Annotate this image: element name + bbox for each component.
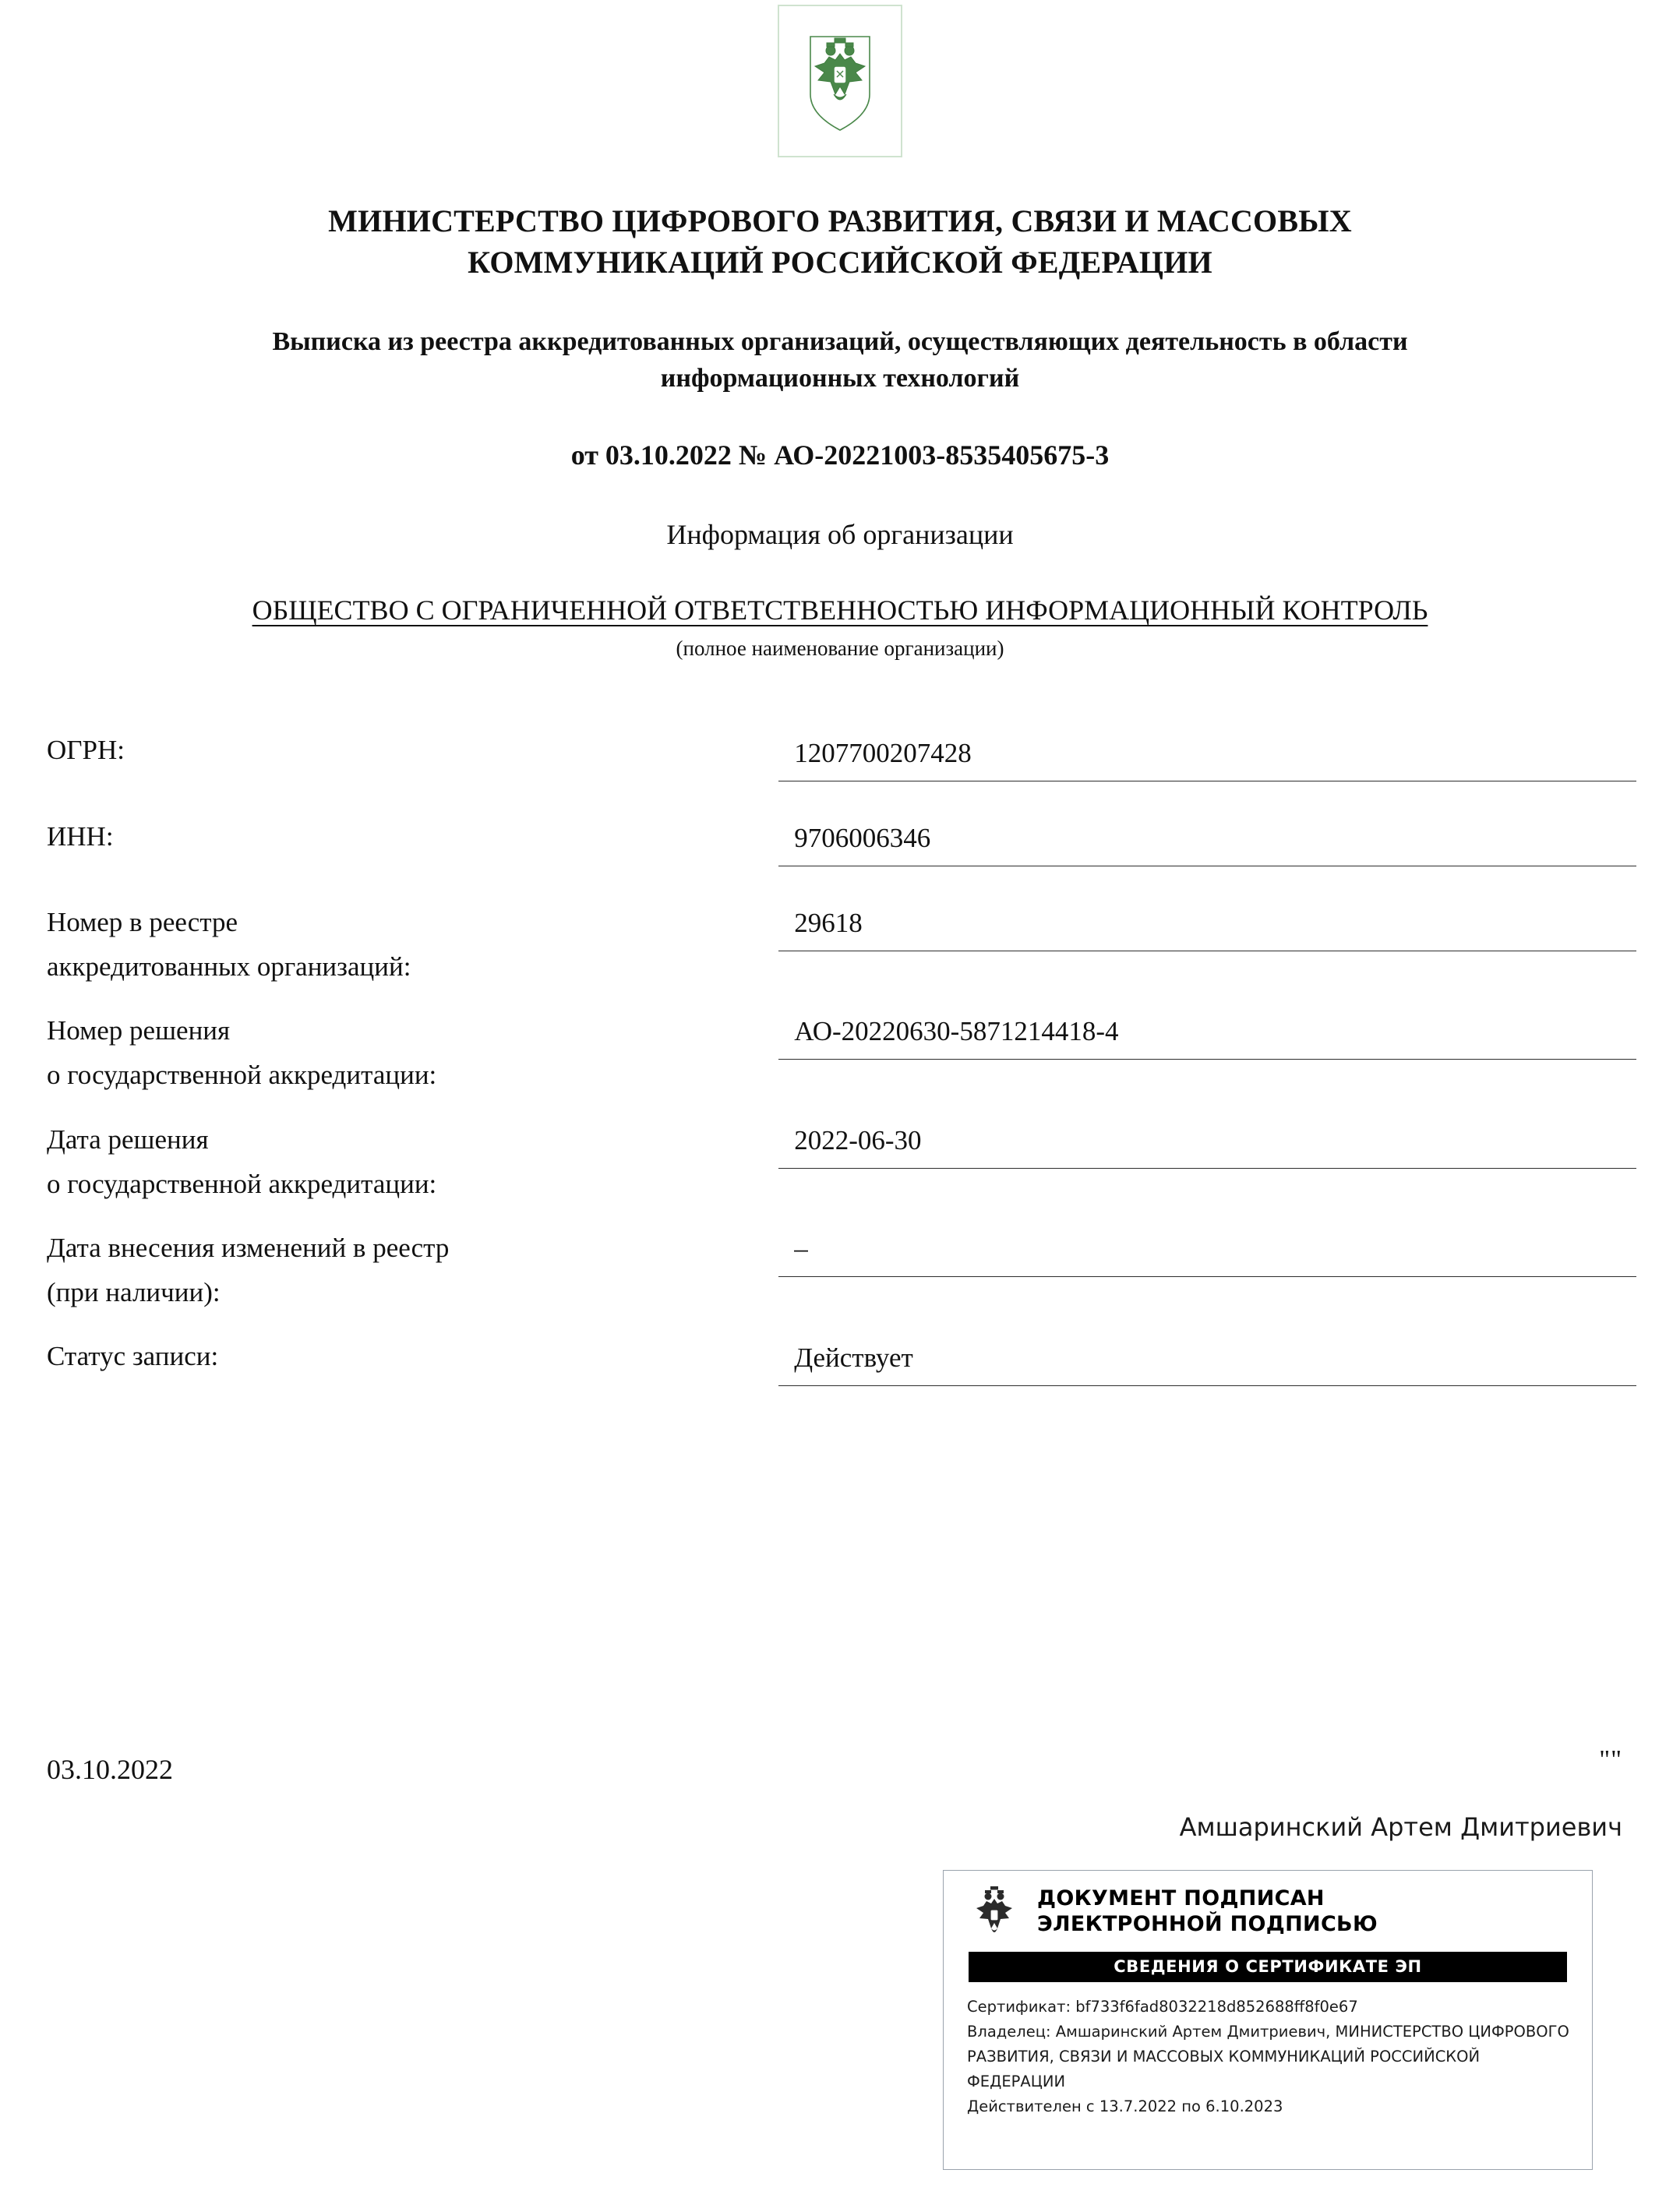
field-value-status: Действует [778, 1335, 1636, 1386]
field-label-change-date-line1: Дата внесения изменений в реестр [47, 1233, 450, 1264]
field-label-decision-number-line1: Номер решения [47, 1015, 231, 1046]
field-value-decision-number: АО-20220630-5871214418-4 [778, 1009, 1636, 1060]
field-label-registry-number-line2: аккредитованных организаций: [47, 951, 411, 982]
field-value-change-date: – [778, 1226, 1636, 1277]
footer-date: 03.10.2022 [47, 1754, 173, 1785]
organization-block [92, 591, 1588, 661]
document-footer [47, 1745, 1633, 2174]
field-row-ogrn [47, 729, 1636, 781]
field-label-inn: ИНН: [47, 821, 114, 852]
field-row-decision-number [47, 1009, 1636, 1097]
field-label-decision-date-line2: о государственной аккредитации: [47, 1168, 437, 1199]
stamp-title-line1: ДОКУМЕНТ ПОДПИСАН [1037, 1886, 1325, 1911]
document-subtitle: Выписка из реестра аккредитованных организаций, осуществляющих деятельность в области информационных технологий [272, 326, 1408, 393]
field-row-decision-date [47, 1118, 1636, 1206]
field-label-registry-number-line1: Номер в реестре [47, 907, 238, 938]
emblem-container [47, 0, 1633, 157]
field-label-change-date-line2: (при наличии): [47, 1276, 221, 1307]
footer-signer-name: Амшаринский Артем Дмитриевич [1179, 1812, 1622, 1842]
field-row-status [47, 1335, 1636, 1386]
section-title-organization-info: Информация об организации [666, 519, 1014, 551]
field-label-decision-date-line1: Дата решения [47, 1124, 209, 1155]
field-row-registry-number [47, 901, 1636, 989]
organization-name-note: (полное наименование организации) [676, 637, 1004, 661]
stamp-owner: Владелец: Амшаринский Артем Дмитриевич, МИНИСТЕРСТВО ЦИФРОВОГО РАЗВИТИЯ, СВЯЗИ И МАССОВЫХ КОММУНИКАЦИЙ РОССИЙСКОЙ ФЕДЕРАЦИИ [967, 2022, 1569, 2090]
footer-quotes: "" [1599, 1745, 1622, 1774]
stamp-coat-of-arms-icon [965, 1882, 1023, 1942]
electronic-signature-stamp [943, 1870, 1593, 2170]
stamp-certificate-bar: СВЕДЕНИЯ О СЕРТИФИКАТЕ ЭП [969, 1952, 1567, 1982]
field-row-change-date [47, 1226, 1636, 1314]
field-value-inn: 9706006346 [778, 816, 1636, 866]
stamp-validity: Действителен с 13.7.2022 по 6.10.2023 [967, 2097, 1283, 2115]
field-label-status: Статус записи: [47, 1340, 219, 1371]
organization-fields-table [47, 729, 1636, 1386]
field-value-ogrn: 1207700207428 [778, 731, 1636, 781]
organization-name: ОБЩЕСТВО С ОГРАНИЧЕННОЙ ОТВЕТСТВЕННОСТЬЮ ИНФОРМАЦИОННЫЙ КОНТРОЛЬ [252, 594, 1428, 626]
field-row-inn [47, 816, 1636, 866]
ministry-title: МИНИСТЕРСТВО ЦИФРОВОГО РАЗВИТИЯ, СВЯЗИ И МАССОВЫХ КОММУНИКАЦИЙ РОССИЙСКОЙ ФЕДЕРАЦИИ [328, 203, 1352, 280]
field-label-ogrn: ОГРН: [47, 735, 125, 766]
document-number: от 03.10.2022 № АО-20221003-8535405675-3 [570, 439, 1110, 471]
coat-of-arms-icon [778, 5, 902, 157]
field-value-decision-date: 2022-06-30 [778, 1118, 1636, 1169]
stamp-certificate-id: Сертификат: bf733f6fad8032218d852688ff8f0e67 [967, 1998, 1358, 2016]
field-label-decision-number-line2: о государственной аккредитации: [47, 1060, 437, 1091]
stamp-title-line2: ЭЛЕКТРОННОЙ ПОДПИСЬЮ [1037, 1912, 1378, 1936]
field-value-registry-number: 29618 [778, 901, 1636, 951]
